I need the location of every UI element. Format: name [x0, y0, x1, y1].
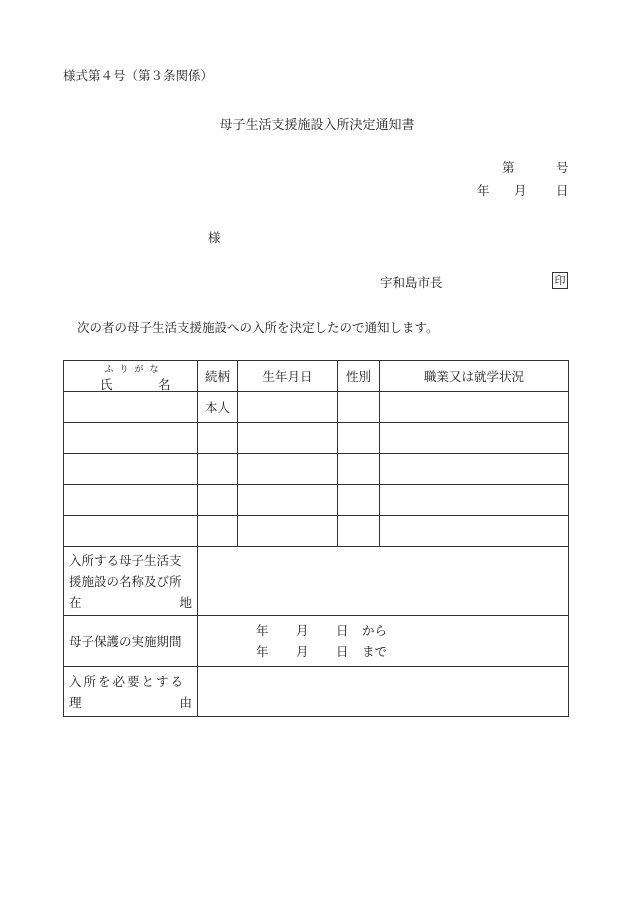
occupation-field[interactable] [380, 392, 569, 423]
facility-label [64, 547, 198, 616]
addressee-suffix: 様 [208, 230, 221, 245]
reason-row [64, 667, 569, 717]
reason-label [64, 667, 198, 717]
birthdate-field[interactable] [238, 516, 338, 547]
period-to-line [256, 641, 568, 662]
period-field[interactable] [198, 616, 569, 667]
name-header-1: 氏 [100, 377, 113, 392]
facility-label-line3a: 在 [69, 594, 82, 610]
notification-text: 次の者の母子生活支援施設への入所を決定したので通知します。 [77, 320, 439, 335]
birthdate-field[interactable] [238, 485, 338, 516]
name-field[interactable] [64, 485, 198, 516]
document-title: 母子生活支援施設入所決定通知書 [219, 118, 415, 133]
date-month: 月 [514, 183, 527, 198]
relationship-header: 続柄 [198, 361, 238, 392]
period-from-day: 日 [336, 623, 349, 638]
birthdate-header: 生年月日 [238, 361, 338, 392]
table-row [64, 392, 569, 423]
period-to-suffix: まで [362, 644, 388, 659]
period-from-month: 月 [296, 623, 309, 638]
seal-stamp: 印 [552, 272, 568, 289]
relationship-field: 本人 [198, 392, 238, 423]
period-to-month: 月 [296, 644, 309, 659]
name-header-2: 名 [158, 377, 171, 392]
occupation-field[interactable] [380, 485, 569, 516]
form-number: 様式第４号（第３条関係） [63, 68, 214, 83]
birthdate-field[interactable] [238, 423, 338, 454]
name-field[interactable] [64, 423, 198, 454]
facility-label-line3 [69, 592, 192, 613]
member-table [63, 360, 569, 717]
table-row [64, 485, 569, 516]
facility-field[interactable] [198, 547, 569, 616]
furigana-label: ふりがな [104, 365, 165, 375]
facility-label-line1: 入所する母子生活支 [69, 552, 182, 568]
facility-row [64, 547, 569, 616]
facility-label-line2: 援施設の名称及び所 [69, 573, 182, 589]
reason-field[interactable] [198, 667, 569, 717]
relationship-field[interactable] [198, 485, 238, 516]
issuer-title: 宇和島市長 [380, 275, 443, 290]
period-label: 母子保護の実施期間 [64, 616, 198, 667]
doc-number-suffix: 号 [556, 160, 569, 175]
name-header [64, 361, 198, 392]
relationship-field[interactable] [198, 516, 238, 547]
period-to-year: 年 [256, 644, 269, 659]
name-field[interactable] [64, 392, 198, 423]
date-year: 年 [477, 183, 490, 198]
name-field[interactable] [64, 454, 198, 485]
occupation-field[interactable] [380, 423, 569, 454]
reason-label-line1: 入所を必要とする [69, 673, 186, 689]
period-from-suffix: から [362, 623, 388, 638]
reason-label-line2 [69, 692, 192, 713]
gender-field[interactable] [338, 454, 380, 485]
name-field[interactable] [64, 516, 198, 547]
table-row [64, 454, 569, 485]
period-row [64, 616, 569, 667]
gender-field[interactable] [338, 423, 380, 454]
period-from-line [256, 620, 568, 641]
doc-number-prefix: 第 [502, 160, 515, 175]
facility-label-line3b: 地 [179, 594, 192, 610]
birthdate-field[interactable] [238, 392, 338, 423]
occupation-header: 職業又は就学状況 [380, 361, 569, 392]
birthdate-field[interactable] [238, 454, 338, 485]
table-row [64, 423, 569, 454]
period-to-day: 日 [336, 644, 349, 659]
period-from-year: 年 [256, 623, 269, 638]
gender-field[interactable] [338, 516, 380, 547]
table-row [64, 516, 569, 547]
gender-header: 性別 [338, 361, 380, 392]
gender-field[interactable] [338, 485, 380, 516]
table-header-row [64, 361, 569, 392]
occupation-field[interactable] [380, 516, 569, 547]
reason-label-line2b: 由 [179, 694, 192, 710]
occupation-field[interactable] [380, 454, 569, 485]
relationship-field[interactable] [198, 423, 238, 454]
reason-label-line2a: 理 [69, 694, 82, 710]
date-day: 日 [556, 183, 569, 198]
relationship-field[interactable] [198, 454, 238, 485]
gender-field[interactable] [338, 392, 380, 423]
